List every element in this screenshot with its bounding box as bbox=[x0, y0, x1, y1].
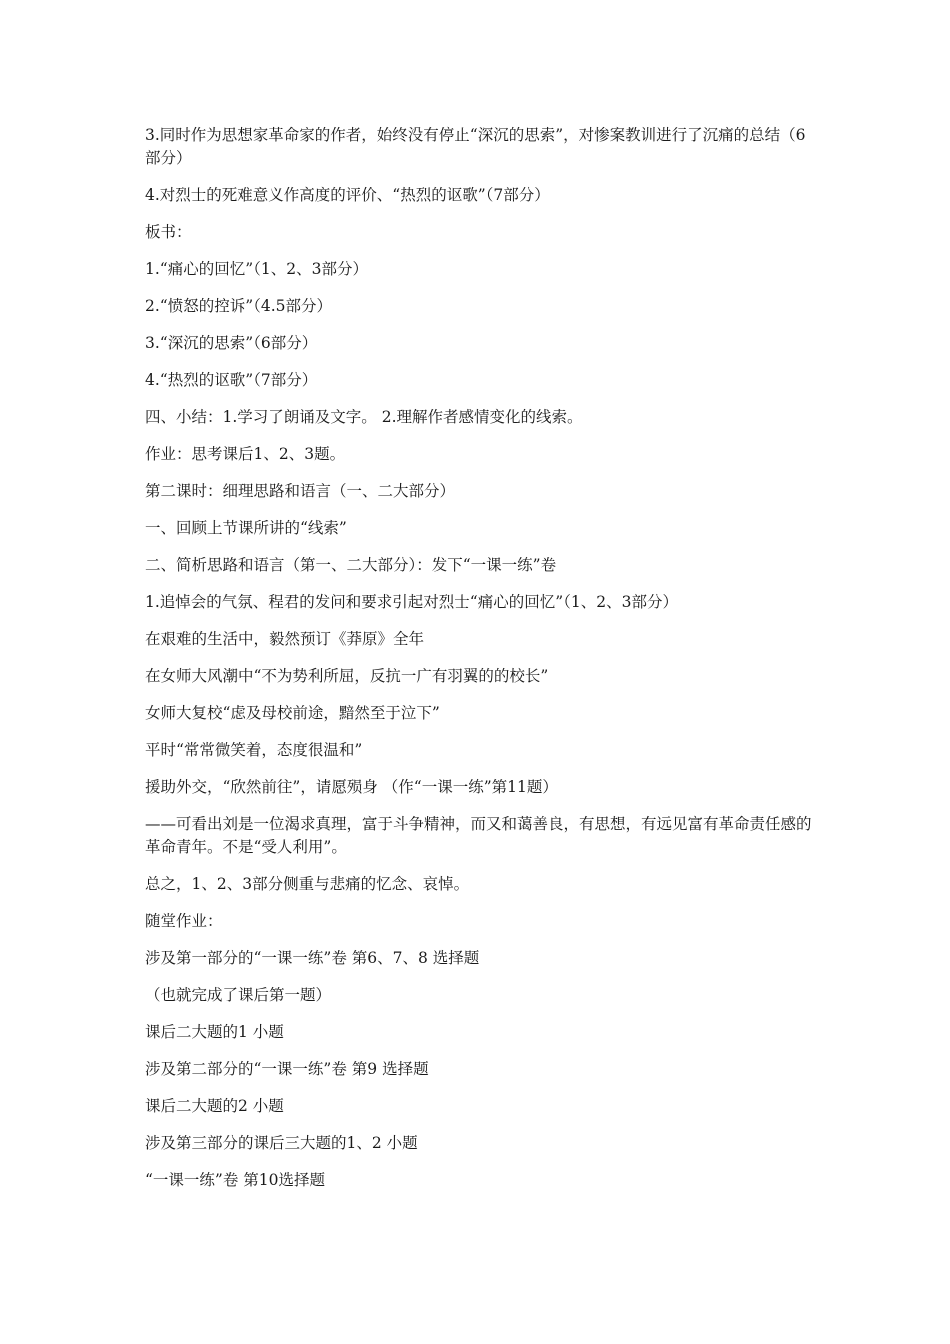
document-body bbox=[145, 124, 815, 1206]
detail-line-4: 平时“常常微笑着，态度很温和” bbox=[145, 741, 363, 759]
analysis-point-1: 1.追悼会的气氛、程君的发问和要求引起对烈士“痛心的回忆”（1、2、3部分） bbox=[145, 593, 678, 611]
conclusion-paragraph: ——可看出刘是一位渴求真理，富于斗争精神，而又和蔼善良，有思想，有远见富有革命责任感的革命青年。不是“受人利用”。 bbox=[145, 815, 812, 856]
second-lesson-title: 第二课时：细理思路和语言（一、二大部分） bbox=[145, 482, 456, 500]
paragraph-summary-4: 4.对烈士的死难意义作高度的评价、“热烈的讴歌”（7部分） bbox=[145, 186, 550, 204]
detail-line-5: 援助外交，“欣然前往”，请愿殒身 （作“一课一练”第11题） bbox=[145, 778, 558, 796]
detail-line-2: 在女师大风潮中“不为势利所屈，反抗一广有羽翼的的校长” bbox=[145, 667, 549, 685]
blackboard-heading: 板书： bbox=[145, 223, 192, 241]
detail-line-1: 在艰难的生活中，毅然预订《莽原》全年 bbox=[145, 630, 425, 648]
section-analysis: 二、简析思路和语言（第一、二大部分）：发下“一课一练”卷 bbox=[145, 556, 557, 574]
detail-line-3: 女师大复校“虑及母校前途，黯然至于泣下” bbox=[145, 704, 440, 722]
section-review: 一、回顾上节课所讲的“线索” bbox=[145, 519, 347, 537]
classwork-item-6: 涉及第三部分的课后三大题的1、2 小题 bbox=[145, 1134, 418, 1152]
classwork-item-7: “一课一练”卷 第10选择题 bbox=[145, 1171, 325, 1189]
classwork-heading: 随堂作业： bbox=[145, 912, 223, 930]
classwork-item-5: 课后二大题的2 小题 bbox=[145, 1097, 284, 1115]
classwork-item-1: 涉及第一部分的“一课一练”卷 第6、7、8 选择题 bbox=[145, 949, 480, 967]
summary-line: 总之，1、2、3部分侧重与悲痛的忆念、哀悼。 bbox=[145, 875, 470, 893]
homework-line: 作业：思考课后1、2、3题。 bbox=[145, 445, 346, 463]
blackboard-item-1: 1.“痛心的回忆”（1、2、3部分） bbox=[145, 260, 368, 278]
classwork-item-3: 课后二大题的1 小题 bbox=[145, 1023, 284, 1041]
blackboard-item-2: 2.“愤怒的控诉”（4.5部分） bbox=[145, 297, 333, 315]
blackboard-item-4: 4.“热烈的讴歌”（7部分） bbox=[145, 371, 318, 389]
classwork-item-2: （也就完成了课后第一题） bbox=[145, 986, 332, 1004]
classwork-item-4: 涉及第二部分的“一课一练”卷 第9 选择题 bbox=[145, 1060, 429, 1078]
blackboard-item-3: 3.“深沉的思索”（6部分） bbox=[145, 334, 318, 352]
section-summary: 四、小结：1.学习了朗诵及文字。 2.理解作者感情变化的线索。 bbox=[145, 408, 583, 426]
paragraph-summary-3: 3.同时作为思想家革命家的作者，始终没有停止“深沉的思索”，对惨案教训进行了沉痛的总结（6部分） bbox=[145, 126, 806, 167]
